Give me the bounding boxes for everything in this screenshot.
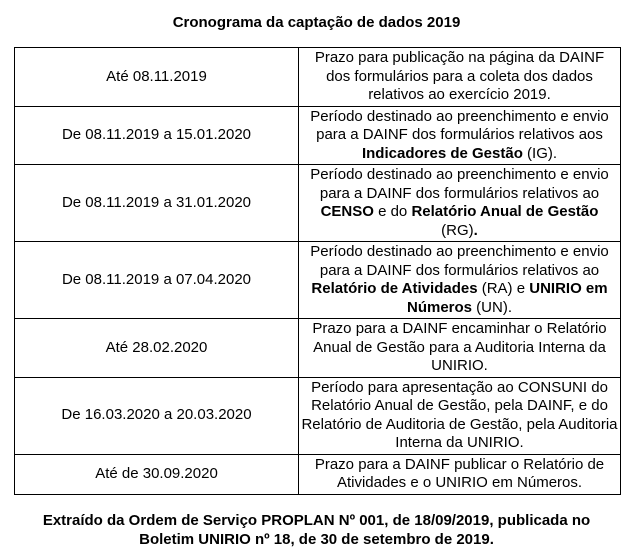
description-text: Período destinado ao preenchimento e envio para a DAINF dos formulários relativos aos — [310, 107, 609, 143]
period-cell: De 08.11.2019 a 07.04.2020 — [15, 242, 299, 319]
description-cell — [299, 454, 621, 494]
period-cell: De 08.11.2019 a 15.01.2020 — [15, 106, 299, 165]
period-cell: Até de 30.09.2020 — [15, 454, 299, 494]
table-row — [15, 165, 621, 242]
table-row — [15, 48, 621, 107]
description-bold-text: . — [473, 221, 478, 239]
description-cell — [299, 319, 621, 378]
description-bold-text: Relatório de Atividades — [311, 280, 478, 297]
description-text: Período para apresentação ao CONSUNI do Relatório Anual de Gestão, pela DAINF, e do Relatório de Auditoria de Gestão, pela Auditoria Interna da UNIRIO. — [301, 378, 618, 451]
table-row — [15, 242, 621, 319]
page-title: Cronograma da captação de dados 2019 — [172, 14, 461, 31]
description-text: Prazo para publicação na página da DAINF dos formulários para a coleta dos dados relativos ao exercício 2019. — [314, 49, 605, 103]
table-row — [15, 377, 621, 454]
description-cell — [299, 377, 621, 454]
description-cell — [299, 48, 621, 107]
schedule-table-body — [15, 48, 621, 495]
source-note: Extraído da Ordem de Serviço PROPLAN Nº 001, de 18/09/2019, publicada no Boletim UNIRIO nº 18, de 30 de setembro de 2019. — [42, 511, 591, 548]
period-cell: De 16.03.2020 a 20.03.2020 — [15, 377, 299, 454]
description-bold-text: Relatório Anual de Gestão — [411, 203, 599, 220]
description-text: (UN). — [472, 298, 513, 316]
period-cell: Até 08.11.2019 — [15, 48, 299, 107]
description-text: (RA) e — [477, 280, 530, 297]
document-page — [0, 14, 633, 549]
period-cell: Até 28.02.2020 — [15, 319, 299, 378]
description-text: Período destinado ao preenchimento e envio para a DAINF dos formulários relativos ao — [310, 243, 609, 279]
description-cell — [299, 165, 621, 242]
table-row — [15, 106, 621, 165]
description-text: (RG) — [441, 221, 474, 239]
period-cell: De 08.11.2019 a 31.01.2020 — [15, 165, 299, 242]
description-cell — [299, 106, 621, 165]
description-bold-text: UNIRIO em Números — [406, 280, 608, 316]
table-row — [15, 319, 621, 378]
table-row — [15, 454, 621, 494]
description-text: Período destinado ao preenchimento e envio para a DAINF dos formulários relativos ao — [310, 166, 609, 202]
description-text: Prazo para a DAINF publicar o Relatório de Atividades e o UNIRIO em Números. — [314, 455, 605, 491]
description-text: Prazo para a DAINF encaminhar o Relatório Anual de Gestão para a Auditoria Interna da UNIRIO. — [312, 320, 607, 374]
description-cell — [299, 242, 621, 319]
schedule-table — [14, 47, 621, 495]
description-bold-text: CENSO — [320, 203, 374, 220]
description-bold-text: Indicadores de Gestão — [361, 144, 523, 162]
description-text: e do — [373, 203, 412, 220]
description-text: (IG). — [522, 144, 558, 162]
